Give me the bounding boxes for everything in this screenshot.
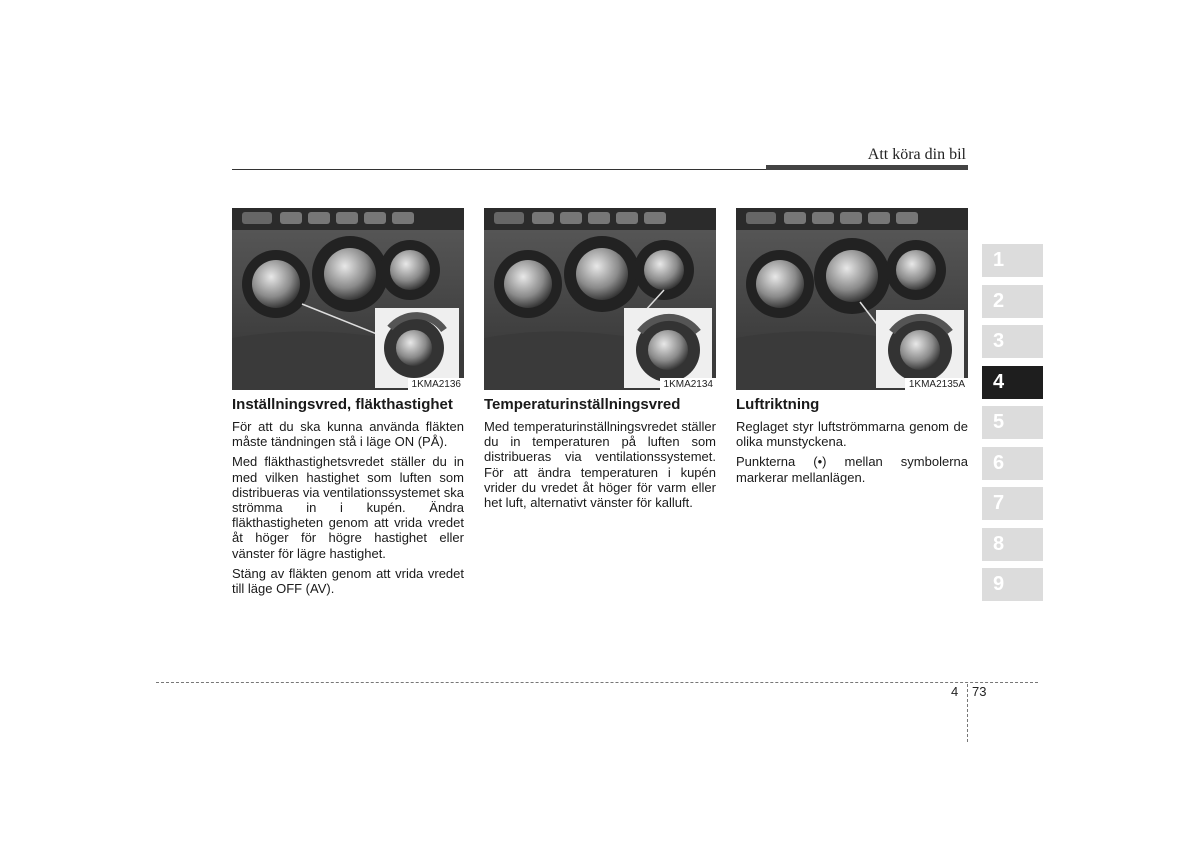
heading-fan-speed: Inställningsvred, fläkthastighet [232,396,453,413]
photo-code: 1KMA2134 [660,378,716,390]
page-number: 73 [972,684,987,699]
chapter-tab-4[interactable]: 4 [982,366,1043,399]
page-chapter-number: 4 [951,684,959,699]
chapter-tab-9[interactable]: 9 [982,568,1043,601]
chapter-tab-7[interactable]: 7 [982,487,1043,520]
photo-code: 1KMA2136 [408,378,464,390]
temperature-knob-photo [484,208,716,390]
paragraph: Stäng av fläkten genom att vrida vredet till läge OFF (AV). [232,565,464,597]
paragraph: Med fläkthastighetsvredet ställer du in med vilken hastighet som luften som distribueras via ventilationssystemet ska strömma in i kupén. Ändra fläkthastigheten genom att vrida vredet åt höger för högre hastighet eller vänster för lägre hastighet. [232,454,464,561]
chapter-tab-2[interactable]: 2 [982,285,1043,318]
column-air-direction [736,208,968,490]
header-divider [232,169,766,170]
header-divider-accent [766,165,968,170]
paragraph: Reglaget styr luftströmmarna genom de olika munstyckena. [736,419,968,450]
paragraph: För att du ska kunna använda fläkten måste tändningen stå i läge ON (PÅ). [232,419,464,450]
fan-speed-knob-photo [232,208,464,390]
chapter-tab-6[interactable]: 6 [982,447,1043,480]
chapter-tab-3[interactable]: 3 [982,325,1043,358]
footer-divider [156,682,1038,683]
chapter-tab-1[interactable]: 1 [982,244,1043,277]
footer-vertical-divider [967,684,968,742]
column-temperature [484,208,716,515]
temperature-knob-illustration [484,208,716,390]
chapter-tabs [982,244,1043,609]
fan-speed-knob-illustration [232,208,464,390]
section-title: Att köra din bil [867,146,966,163]
paragraph: Med temperaturinställningsvredet ställer du in temperaturen på luften som distribueras via ventilationssystemet. För att ändra temperaturen i kupén vrider du vredet åt höger för varm eller het luft, alternativt vänster för kalluft. [484,419,716,511]
chapter-tab-8[interactable]: 8 [982,528,1043,561]
heading-air-direction: Luftriktning [736,396,820,413]
paragraph: Punkterna (•) mellan symbolerna markerar mellanlägen. [736,454,968,485]
air-direction-knob-photo [736,208,968,390]
chapter-tab-5[interactable]: 5 [982,406,1043,439]
photo-code: 1KMA2135A [905,378,968,390]
heading-temperature: Temperaturinställningsvred [484,396,681,413]
column-fan-speed [232,208,464,601]
air-direction-knob-illustration [736,208,968,390]
